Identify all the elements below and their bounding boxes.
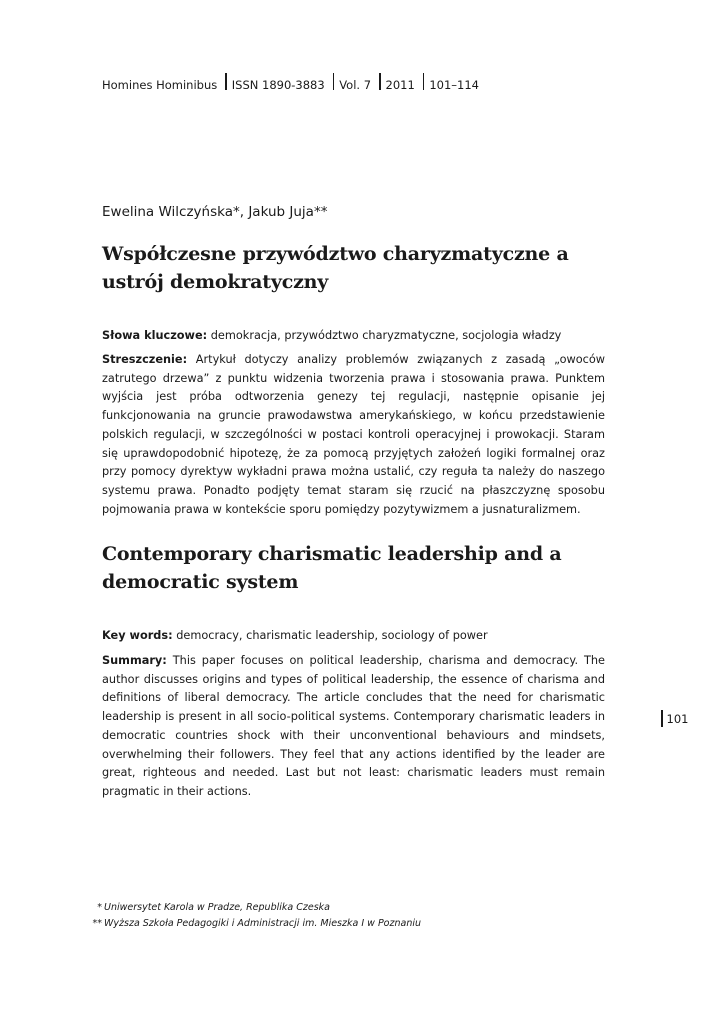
page-number xyxy=(661,710,688,727)
english-keywords-text: democracy, charismatic leadership, sociology of power xyxy=(176,629,488,642)
footnote-text: Uniwersytet Karola w Pradze, Republika Czeska xyxy=(104,902,330,913)
journal-issn: ISSN 1890-3883 xyxy=(231,77,325,92)
footnote xyxy=(78,900,421,916)
header-separator xyxy=(333,73,335,90)
polish-summary-label: Streszczenie: xyxy=(102,353,188,366)
journal-pages: 101–114 xyxy=(429,77,479,92)
english-summary xyxy=(102,652,605,802)
header-separator xyxy=(423,73,425,90)
english-keywords-label: Key words: xyxy=(102,629,173,642)
english-keywords xyxy=(102,627,605,646)
article-authors: Ewelina Wilczyńska*, Jakub Juja** xyxy=(102,204,328,220)
footnotes xyxy=(78,900,421,932)
polish-summary xyxy=(102,351,605,519)
footnote-mark: * xyxy=(97,902,102,913)
journal-year: 2011 xyxy=(385,77,415,92)
footnote-mark: ** xyxy=(92,918,102,929)
running-header xyxy=(102,76,479,93)
journal-volume: Vol. 7 xyxy=(339,77,372,92)
footnote xyxy=(78,916,421,932)
header-separator xyxy=(379,73,381,90)
page-number-text: 101 xyxy=(666,711,689,726)
english-summary-text: This paper focuses on political leadership, charisma and democracy. The author discusses origins and types of political leadership, the essence of charisma and definitions of liberal democracy. The article concludes that the need for charismatic leadership is present in all socio-political systems. Contemporary charismatic leaders in democratic countries shock with their unconventional behaviours and mindsets, overwhelming their followers. They feel that any actions identified by the leader are great, righteous and needed. Last but not least: charismatic leaders must remain pragmatic in their actions. xyxy=(102,654,605,798)
header-separator xyxy=(225,73,227,90)
polish-summary-text: Artykuł dotyczy analizy problemów związanych z zasadą „owoców zatrutego drzewa” z punktu widzenia tworzenia prawa i stosowania prawa. Punktem wyjścia jest próba odtworzenia genezy tej regulacji, następnie opisanie jej funkcjonowania na gruncie prawodawstwa amerykańskiego, w końcu przedstawienie polskich regulacji, w szczególności w postaci kontroli operacyjnej i prowokacji. Staram się uprawdopodobnić hipotezę, że za pomocą przyjętych założeń logiki formalnej oraz przy pomocy dyrektyw wykładni prawa można ustalić, czy reguła ta należy do naszego systemu prawa. Ponadto podjęty temat staram się rzucić na płaszczyznę sposobu pojmowania prawa w kontekście sporu pomiędzy pozytywizmem a jusnaturalizmem. xyxy=(102,353,605,516)
footnote-text: Wyższa Szkoła Pedagogiki i Administracji im. Mieszka I w Poznaniu xyxy=(104,918,421,929)
polish-keywords-label: Słowa kluczowe: xyxy=(102,329,208,342)
polish-keywords xyxy=(102,327,605,346)
polish-keywords-text: demokracja, przywództwo charyzmatyczne, socjologia władzy xyxy=(210,329,562,342)
journal-name: Homines Hominibus xyxy=(102,77,218,92)
polish-title: Współczesne przywództwo charyzmatyczne a ustrój demokratyczny xyxy=(102,243,569,293)
english-title: Contemporary charismatic leadership and a democratic system xyxy=(102,543,562,593)
english-summary-label: Summary: xyxy=(102,654,167,667)
page-number-bar xyxy=(661,710,663,727)
